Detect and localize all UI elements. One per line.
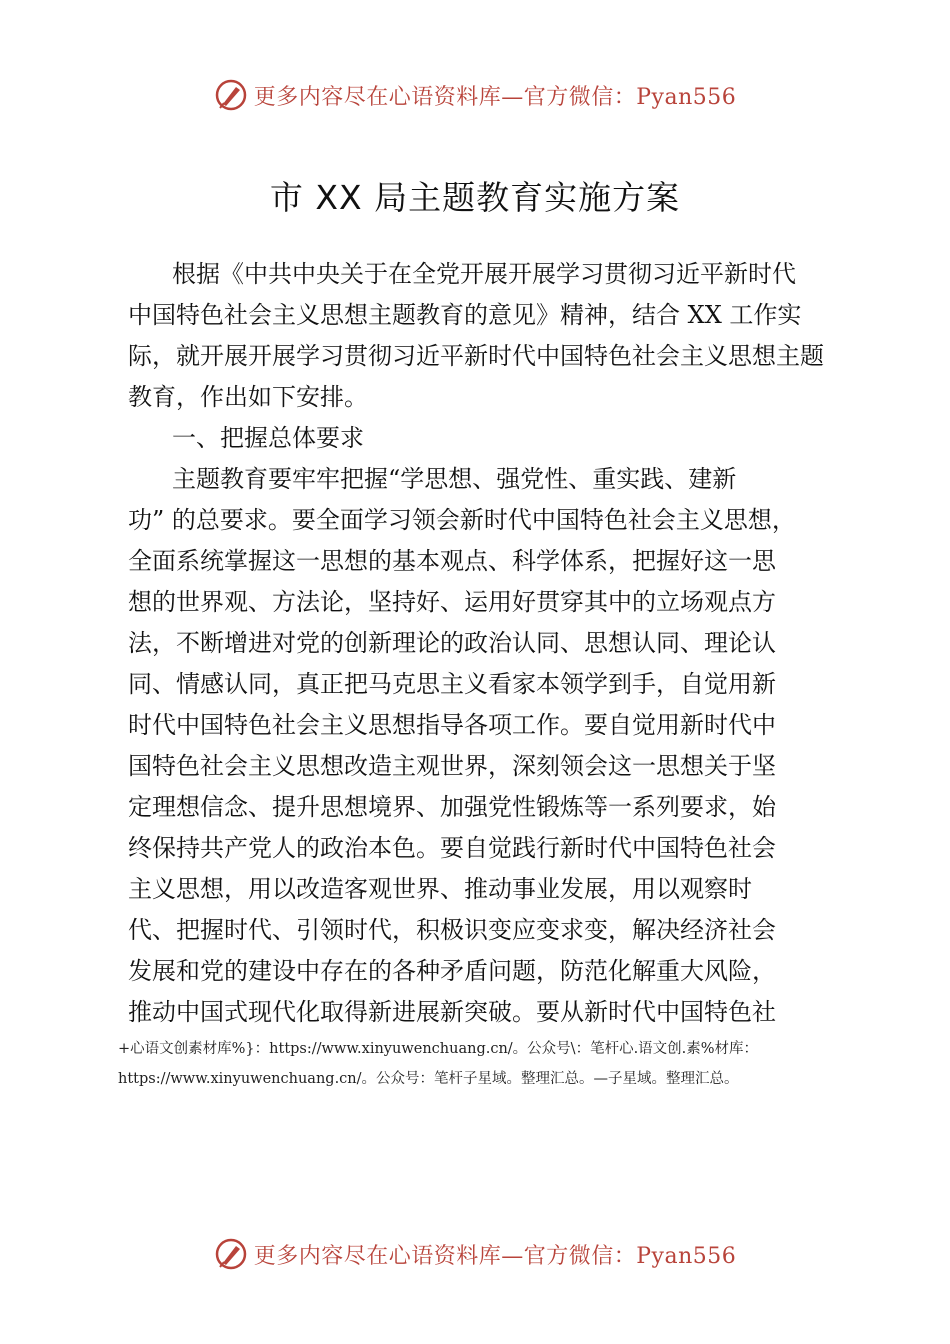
quill-pen-logo-icon [214,78,248,112]
footer-note-line-1: +心语文创素材库%}：https://www.xinyuwenchuang.cn/。公众号\：笔杆心.语文创.素%材库： [118,1041,759,1057]
document-title: 市 XX 局主题教育实施方案 [269,178,681,217]
body-text-line: 想的世界观、方法论，坚持好、运用好贯穿其中的立场观点方 [128,588,776,616]
body-text-line: 全面系统掌握这一思想的基本观点、科学体系，把握好这一思 [128,547,776,575]
body-text-line: 教育，作出如下安排。 [128,383,368,411]
body-text-line: 推动中国式现代化取得新进展新突破。要从新时代中国特色社 [128,998,776,1026]
footer-banner-text: 更多内容尽在心语资料库—官方微信：Pyan556 [253,1243,737,1269]
body-text-line: 时代中国特色社会主义思想指导各项工作。要自觉用新时代中 [128,711,776,739]
body-text-line: 终保持共产党人的政治本色。要自觉践行新时代中国特色社会 [128,834,776,862]
body-text-line: 主义思想，用以改造客观世界、推动事业发展，用以观察时 [128,875,752,903]
body-text-line: 同、情感认同，真正把马克思主义看家本领学到手，自觉用新 [128,670,776,698]
body-text-line: 际，就开展开展学习贯彻习近平新时代中国特色社会主义思想主题 [128,342,824,370]
header-banner-text: 更多内容尽在心语资料库—官方微信：Pyan556 [253,84,737,110]
document-body [128,254,843,1033]
body-text-line: 根据《中共中央关于在全党开展开展学习贯彻习近平新时代 [172,260,796,288]
body-text-line: 国特色社会主义思想改造主观世界，深刻领会这一思想关于坚 [128,752,776,780]
body-text-line: 一、把握总体要求 [172,424,364,452]
header-banner [0,70,950,120]
footer-notes [118,1034,858,1094]
body-text-line: 主题教育要牢牢把握“学思想、强党性、重实践、建新 [172,465,737,493]
quill-pen-logo-icon [214,1237,248,1271]
body-text-line: 定理想信念、提升思想境界、加强党性锻炼等一系列要求，始 [128,793,776,821]
body-text-line: 法，不断增进对党的创新理论的政治认同、思想认同、理论认 [128,629,776,657]
body-text-line: 中国特色社会主义思想主题教育的意见》精神，结合 XX 工作实 [128,301,802,329]
footer-note-line-2: https://www.xinyuwenchuang.cn/。公众号：笔杆子星域。整理汇总。—子星域。整理汇总。 [118,1071,739,1087]
body-text-line: 功” 的总要求。要全面学习领会新时代中国特色社会主义思想， [128,506,796,534]
footer-banner [0,1229,950,1279]
body-text-line: 代、把握时代、引领时代，积极识变应变求变，解决经济社会 [128,916,776,944]
body-text-line: 发展和党的建设中存在的各种矛盾问题，防范化解重大风险， [128,957,776,985]
